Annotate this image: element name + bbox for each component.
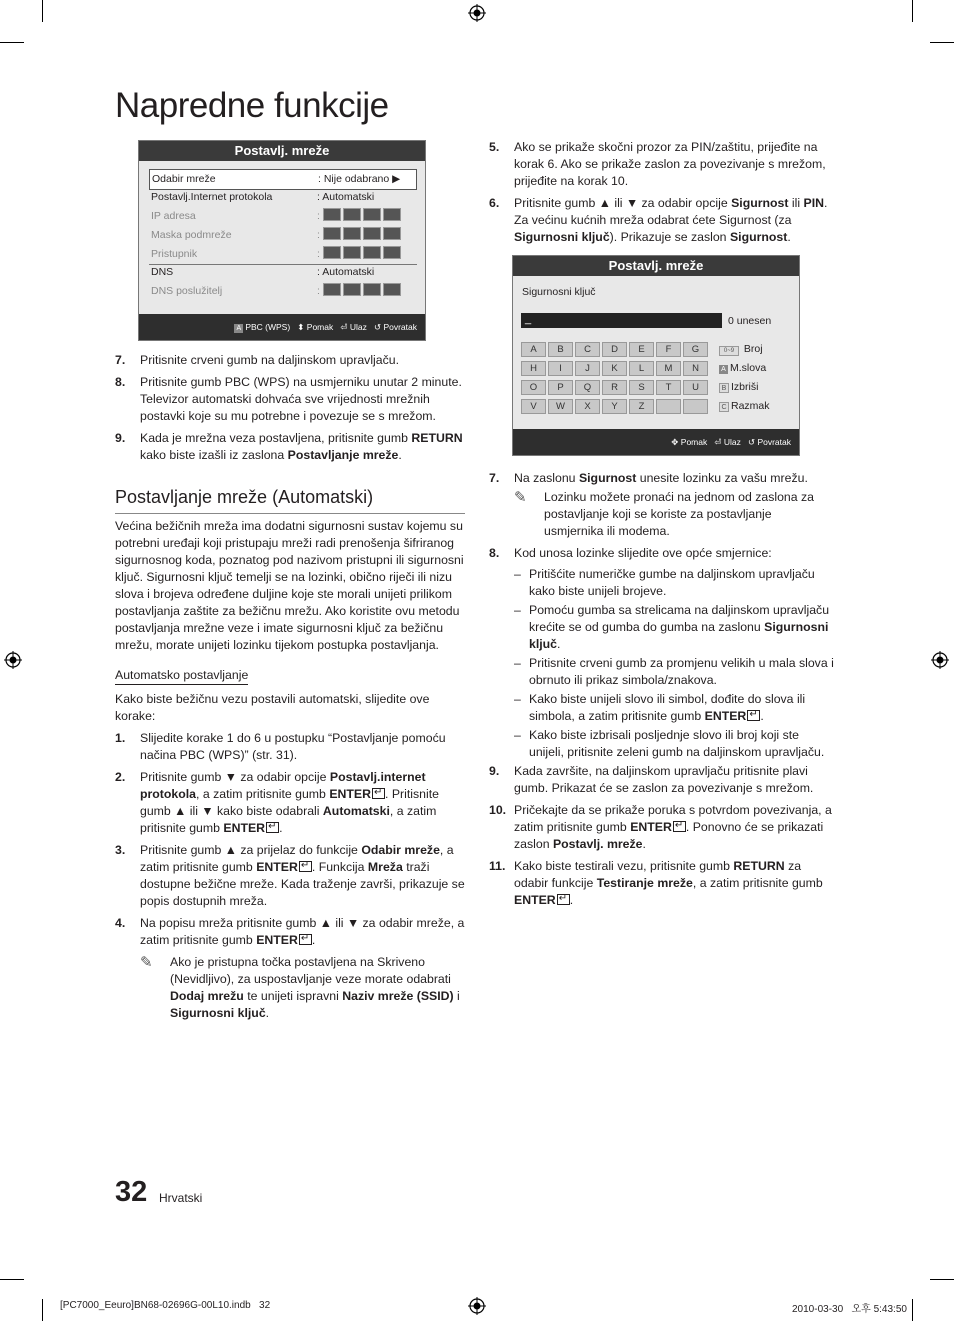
osd-row-subnet: Maska podmreže : (149, 226, 417, 245)
move-arrows-icon: ⬍ (297, 322, 305, 332)
return-icon: ↺ (373, 322, 382, 332)
enter-icon: ⏎ (714, 437, 722, 447)
keypad-key[interactable]: R (602, 380, 627, 395)
right-steps-bottom: 7. Na zaslonu Sigurnost unesite lozinku za vašu mrežu. ✎ Lozinku možete pronaći na jednom od zaslona za postavljanje koji se koriste za postavljanje usmjernika ili modema. 8. Kod unosa lozinke slijedite ove opće smjernice: – Pritišćite numeričke gumbe na daljinskom upravljaču kako biste unijeli brojeve. – Pomoću gumba sa strelicama na daljinskom upravljaču krećite se od gumba do gumba na zaslonu Sigurnosni ključ. – Pritisnite crveni gumb za promjenu velikih u mala slova i obrnuto ili prikaz simbola/znakova. – Kako biste unijeli slovo ili simbol, dođite do slova ili simbola, a zatim pritisnite gumb ENTER↵ . – Kako biste izbrisali posljednje slovo ili broj koji ste unijeli, pritisnite zeleni gumb na daljinskom upravljaču. 9. Kada završite, na daljinskom upravljaču pritisnite plavi gumb. Prikazat će se zaslon za povezivanje s mrežom. 10. Pričekajte da se prikaže poruka s potvrdom povezivanja, a zatim pritisnite gumb ENTER↵ . Ponovno će se prikazati zaslon Postavlj. mreže. 11. Kako biste testirali vezu, pritisnite gumb RETURN za odabir funkcije Testiranje mreže, a zatim pritisnite gumb ENTER↵ . (489, 470, 834, 914)
keypad-key[interactable]: I (548, 361, 573, 376)
subheading: Automatsko postavljanje (115, 667, 248, 685)
file-info: [PC7000_Eeuro]BN68-02696G-00L10.indb 32 (60, 1300, 271, 1311)
b-button-icon: B (719, 383, 729, 393)
keypad-key[interactable]: G (683, 342, 708, 357)
crop-mark (42, 1299, 43, 1321)
osd-row-dns-server: DNS poslužitelj : (149, 282, 417, 301)
keypad-key[interactable]: V (521, 399, 546, 414)
keypad-key[interactable]: T (656, 380, 681, 395)
osd-row-gateway: Pristupnik : (149, 245, 417, 265)
security-key-label: Sigurnosni ključ (522, 286, 596, 298)
language-label: Hrvatski (159, 1191, 203, 1205)
osd-row-network-select[interactable]: Odabir mreže : Nije odabrano ▶ (149, 169, 417, 190)
a-button-icon: A (719, 365, 728, 374)
crop-mark (912, 1299, 913, 1321)
security-key-screen (512, 255, 800, 456)
enter-icon (673, 821, 686, 832)
keypad-key[interactable]: B (548, 342, 573, 357)
osd-row-dns[interactable]: DNS : Automatski (151, 266, 375, 278)
delete-option[interactable]: B Izbriši (719, 378, 770, 397)
keypad-key[interactable]: Z (629, 399, 654, 414)
registration-mark-icon (468, 1297, 486, 1315)
screen-title: Postavlj. mreže (139, 141, 425, 161)
osd-row-ip-protocol[interactable]: Postavlj.Internet protokola : Automatski (151, 191, 375, 203)
keypad-key[interactable]: L (629, 361, 654, 376)
left-steps-top: 7. Pritisnite crveni gumb na daljinskom upravljaču. 8. Pritisnite gumb PBC (WPS) na usmjerniku unutar 2 minute. Televizor automatski dohvaća sve vrijednosti mrežnih postavki koje su mu potrebne i povezuje se s mrežom. 9. Kada je mrežna veza postavljena, pritisnite gumb RETURN kako biste izašli iz zaslona Postavljanje mreže. (115, 353, 463, 462)
section-heading: Postavljanje mreže (Automatski) (115, 487, 465, 514)
keypad-key[interactable]: E (629, 342, 654, 357)
network-settings-screen (138, 140, 426, 341)
keypad-key[interactable]: S (629, 380, 654, 395)
keypad-key[interactable] (656, 399, 681, 414)
keypad-key[interactable]: F (656, 342, 681, 357)
keypad-key[interactable] (683, 399, 708, 414)
enter-icon: ⏎ (340, 322, 348, 332)
osd-row-ip-address: IP adresa : (149, 207, 417, 226)
entered-count: 0 unesen (728, 315, 772, 327)
crop-mark (0, 42, 24, 43)
keypad-key[interactable]: N (683, 361, 708, 376)
crop-mark (930, 42, 954, 43)
keypad-key[interactable]: H (521, 361, 546, 376)
move-arrows-icon: ✥ (671, 437, 679, 447)
crop-mark (930, 1279, 954, 1280)
note-pencil-icon: ✎ (140, 954, 153, 971)
enter-icon (747, 710, 760, 721)
registration-mark-icon (4, 651, 22, 669)
note-pencil-icon: ✎ (514, 489, 527, 506)
security-key-input[interactable]: _ (521, 313, 722, 328)
number-badge-icon: 0~9 (719, 346, 739, 356)
enter-icon (299, 861, 312, 872)
space-option[interactable]: C Razmak (719, 397, 770, 416)
a-button-icon: A (234, 324, 243, 333)
keypad-key[interactable]: K (602, 361, 627, 376)
keypad-key[interactable]: P (548, 380, 573, 395)
crop-mark (912, 0, 913, 22)
page-title: Napredne funkcije (115, 86, 389, 125)
return-icon: ↺ (747, 437, 756, 447)
keypad-key[interactable]: C (575, 342, 600, 357)
screen-title: Postavlj. mreže (513, 256, 799, 276)
c-button-icon: C (719, 402, 729, 412)
number-option[interactable]: 0~9 Broj (719, 340, 770, 359)
keypad-key[interactable]: Q (575, 380, 600, 395)
uppercase-option[interactable]: A M.slova (719, 359, 770, 378)
page-number: 32 (115, 1176, 148, 1208)
keypad-key[interactable]: O (521, 380, 546, 395)
enter-icon (299, 934, 312, 945)
keypad-key[interactable]: Y (602, 399, 627, 414)
registration-mark-icon (931, 651, 949, 669)
keypad-key[interactable]: M (656, 361, 681, 376)
section-intro: Većina bežičnih mreža ima dodatni sigurnosni sustav kojemu su potrebni uređaji koji pristupaju mreži radi prenošenja šifriranog sigurnosnog koda, poznatog pod nazivom pristupni ili sigurnosni ključ. Sigurnosni ključ temelji se na lozinki, obično riječi ili nizu slova i brojeva određene duljine koje ste morali unijeti prilikom postavljanja zaštite za bežičnu mrežu. Ako koristite ovu metodu postavljanja mrežne veze i imate sigurnosni ključ za bežičnu mrežu, morate unijeti lozinku tijekom postupka postavljanja. (115, 519, 464, 652)
registration-mark-icon (468, 4, 486, 22)
keypad-key[interactable]: D (602, 342, 627, 357)
keypad-key[interactable]: A (521, 342, 546, 357)
enter-icon (372, 788, 385, 799)
date-info: 2010-03-30 오후 5:43:50 (792, 1304, 907, 1315)
screen-footer: ✥ Pomak ⏎ Ulaz ↺ Povratak (513, 429, 799, 455)
crop-mark (0, 1279, 24, 1280)
keypad-side-options (719, 340, 770, 416)
keypad-key[interactable]: W (548, 399, 573, 414)
keypad-key[interactable]: X (575, 399, 600, 414)
left-section-body: Većina bežičnih mreža ima dodatni sigurnosni sustav kojemu su potrebni uređaji koji pristupaju mreži radi prenošenja šifriranog sigurnosnog koda, poznatog pod nazivom pristupni ili sigurnosni ključ. Sigurnosni ključ temelji se na lozinki, obično riječi ili nizu slova i brojeva određene duljine koje ste morali unijeti prilikom postavljanja zaštite za bežičnu mrežu. Ako koristite ovu metodu postavljanja mrežne veze i imate sigurnosni ključ za bežičnu mrežu, morate unijeti lozinku tijekom postupka postavljanja. Automatsko postavljanje Kako biste bežičnu vezu postavili automatski, slijedite ove korake: 1. Slijedite korake 1 do 6 u postupku “Postavljanje pomoću načina PBC (WPS)” (str. 31). 2. Pritisnite gumb ▼ za odabir opcije Postavlj.internet protokola, a zatim pritisnite gumb ENTER↵ . Pritisnite gumb ▲ ili ▼ kako biste odabrali Automatski, a zatim pritisnite gumb ENTER↵ . 3. Pritisnite gumb ▲ za prijelaz do funkcije Odabir mreže, a zatim pritisnite gumb ENTER↵ . Funkcija Mreža traži dostupne bežične mreže. Kada traženje završi, prikazuje se popis dostupnih mreža. 4. Na popisu mreža pritisnite gumb ▲ ili ▼ za odabir mreže, a zatim pritisnite gumb ENTER↵ . ✎ Ako je pristupna točka postavljena na Skriveno (Nevidljivo), za uspostavljanje veze morate odabrati Dodaj mrežu te unijeti ispravni Naziv mreže (SSID) i Sigurnosni ključ. (115, 518, 465, 1027)
keypad-key[interactable]: U (683, 380, 708, 395)
enter-icon (557, 894, 570, 905)
crop-mark (42, 0, 43, 22)
keypad-key[interactable]: J (575, 361, 600, 376)
screen-footer: A PBC (WPS) ⬍ Pomak ⏎ Ulaz ↺ Povratak (139, 314, 425, 340)
enter-icon (266, 822, 279, 833)
right-steps-top: 5. Ako se prikaže skočni prozor za PIN/zaštitu, prijeđite na korak 6. Ako se prikaže zaslon za povezivanje s mrežom, prijeđite na korak 10. 6. Pritisnite gumb ▲ ili ▼ za odabir opcije Sigurnost ili PIN. Za većinu kućnih mreža odabrat ćete Sigurnost (za Sigurnosni ključ). Prikazuje se zaslon Sigurnost. (489, 140, 828, 244)
